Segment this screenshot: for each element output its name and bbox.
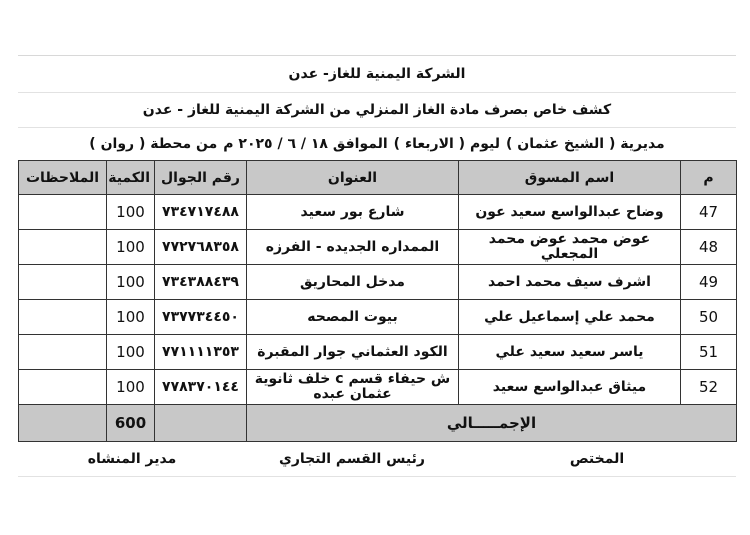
row-quantity: 100	[107, 230, 155, 265]
signature-row	[18, 442, 736, 477]
row-notes	[19, 335, 107, 370]
report-subtitle	[18, 93, 736, 128]
row-no: 50	[681, 300, 737, 335]
table-row	[19, 370, 737, 405]
col-header-quantity: الكمية	[107, 161, 155, 195]
col-header-address: العنوان	[247, 161, 459, 195]
district-label: مديرية ( الشيخ عثمان )	[505, 136, 665, 152]
row-phone: ٧٧١١١١٣٥٣	[155, 335, 247, 370]
table-row	[19, 335, 737, 370]
row-address: شارع بور سعيد	[247, 195, 459, 230]
signature-commercial-head: رئيس القسم التجاري	[279, 451, 425, 467]
station-label: من محطة ( روان )	[89, 136, 218, 152]
row-phone: ٧٣٤٧١٧٤٨٨	[155, 195, 247, 230]
row-marketer: اشرف سيف محمد احمد	[459, 265, 681, 300]
row-phone: ٧٣٧٧٣٤٤٥٠	[155, 300, 247, 335]
day-label: ليوم ( الاربعاء )	[393, 136, 500, 152]
row-no: 49	[681, 265, 737, 300]
report-info-line	[18, 128, 736, 160]
company-title	[18, 56, 736, 93]
row-address: مدخل المحاريق	[247, 265, 459, 300]
row-no: 48	[681, 230, 737, 265]
table-row	[19, 230, 737, 265]
row-marketer: ميثاق عبدالواسع سعيد	[459, 370, 681, 405]
row-marketer: وضاح عبدالواسع سعيد عون	[459, 195, 681, 230]
table-header-row	[19, 161, 737, 195]
row-quantity: 100	[107, 335, 155, 370]
document-sheet	[18, 55, 736, 477]
report-subtitle-text: كشف خاص بصرف مادة الغاز المنزلي من الشركة اليمنية للغاز - عدن	[142, 102, 612, 118]
row-address: الممداره الجديده - الفرزه	[247, 230, 459, 265]
row-address: بيوت المصحه	[247, 300, 459, 335]
row-notes	[19, 300, 107, 335]
row-quantity: 100	[107, 195, 155, 230]
row-no: 52	[681, 370, 737, 405]
col-header-notes: الملاحظات	[19, 161, 107, 195]
signature-specialist: المختص	[569, 451, 625, 467]
total-phone-empty	[155, 405, 247, 442]
row-quantity: 100	[107, 265, 155, 300]
row-marketer: عوض محمد عوض محمد المجعلي	[459, 230, 681, 265]
row-quantity: 100	[107, 370, 155, 405]
row-notes	[19, 370, 107, 405]
col-header-no: م	[681, 161, 737, 195]
row-marketer: محمد علي إسماعيل علي	[459, 300, 681, 335]
total-row	[19, 405, 737, 442]
signature-facility-manager: مدير المنشاه	[87, 451, 177, 467]
row-notes	[19, 230, 107, 265]
row-phone: ٧٣٤٣٨٨٤٣٩	[155, 265, 247, 300]
row-address: الكود العثماني جوار المقبرة	[247, 335, 459, 370]
company-name: الشركة اليمنية للغاز- عدن	[288, 66, 466, 82]
date-label: الموافق ١٨ / ٦ / ٢٠٢٥ م	[223, 136, 388, 152]
row-no: 47	[681, 195, 737, 230]
total-notes-empty	[19, 405, 107, 442]
row-quantity: 100	[107, 300, 155, 335]
table-row	[19, 300, 737, 335]
table-row	[19, 195, 737, 230]
row-address: ش حيفاء قسم c خلف ثانوية عثمان عبده	[247, 370, 459, 405]
row-notes	[19, 195, 107, 230]
row-notes	[19, 265, 107, 300]
table-row	[19, 265, 737, 300]
total-quantity: 600	[107, 405, 155, 442]
col-header-marketer: اسم المسوق	[459, 161, 681, 195]
row-phone: ٧٧٢٧٦٨٣٥٨	[155, 230, 247, 265]
row-no: 51	[681, 335, 737, 370]
row-phone: ٧٧٨٣٧٠١٤٤	[155, 370, 247, 405]
col-header-phone: رقم الجوال	[155, 161, 247, 195]
total-label: الإجمـــــالي	[247, 405, 737, 442]
row-marketer: ياسر سعيد سعيد علي	[459, 335, 681, 370]
distribution-table	[18, 160, 737, 442]
